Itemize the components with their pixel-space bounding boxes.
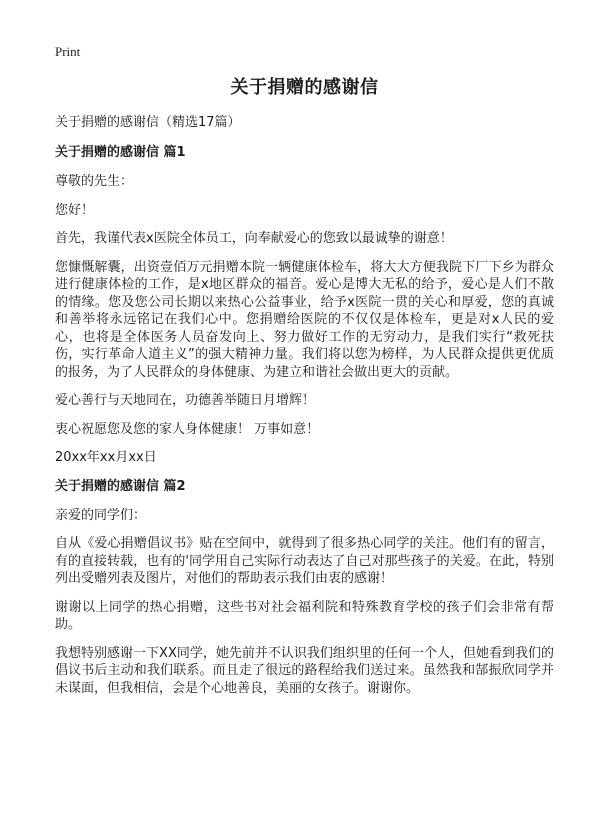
section-heading: 关于捐赠的感谢信 篇1 xyxy=(55,145,186,160)
body-paragraph: 谢谢以上同学的热心捐赠，这些书对社会福利院和特殊教育学校的孩子们会非常有帮助。 xyxy=(55,599,554,632)
print-link[interactable]: Print xyxy=(55,44,81,59)
letter-date: 20xx年xx月xx日 xyxy=(55,450,157,465)
greeting: 您好！ xyxy=(55,202,95,218)
salutation: 亲爱的同学们： xyxy=(55,507,147,523)
salutation: 尊敬的先生： xyxy=(55,174,134,189)
body-paragraph: 您慷慨解囊，出资壹佰万元捐赠本院一辆健康体检车，将大大方便我院下厂下乡为群众进行健康体检的工作，是x地区群众的福音。爱心是博大无私的给予，爱心是人们不散的情缘。您及您公司长期以来热心公益事业，给予x医院一贯的关心和厚爱，您的真诚和善举将永远铭记在我们心中。您捐赠给医院的不仅仅是体检车，更是对x人民的爱心，也将是全体医务人员奋发向上、努力做好工作的无穷动力，是我们实行“救死扶伤，实行革命人道主义”的强大精神力量。我们将以您为榜样，为人民群众提供更优质的报务，为了人民群众的身体健康、为建立和谐社会做出更大的贡献。 xyxy=(55,259,554,380)
section-heading: 关于捐赠的感谢信 篇2 xyxy=(55,478,186,494)
document-title: 关于捐赠的感谢信 xyxy=(230,77,379,98)
body-paragraph: 首先，我谨代表x医院全体员工，向奉献爱心的您致以最诚挚的谢意！ xyxy=(55,231,453,246)
body-paragraph: 我想特别感谢一下XX同学，她先前并不认识我们组织里的任何一个人，但她看到我们的倡议书后主动和我们联系。而且走了很远的路程给我们送过来。虽然我和郜振欣同学并未谋面，但我相信，会是个心地善良，美丽的女孩子。谢谢你。 xyxy=(55,645,554,696)
body-paragraph: 爱心善行与天地同在，功德善举随日月增辉！ xyxy=(55,393,316,408)
body-paragraph: 自从《爱心捐赠倡议书》贴在空间中，就得到了很多热心同学的关注。他们有的留言，有的直接转载，也有的'同学用自己实际行动表达了自己对那些孩子的关爱。在此，特别列出受赠列表及图片，对他们的帮助表示我们由衷的感谢！ xyxy=(55,536,554,586)
closing-wish: 衷心祝愿您及您的家人身体健康！ 万事如意！ xyxy=(55,421,320,437)
document-subtitle: 关于捐赠的感谢信（精选17篇） xyxy=(55,115,241,130)
section-2 xyxy=(55,478,554,698)
section-1 xyxy=(55,144,554,467)
